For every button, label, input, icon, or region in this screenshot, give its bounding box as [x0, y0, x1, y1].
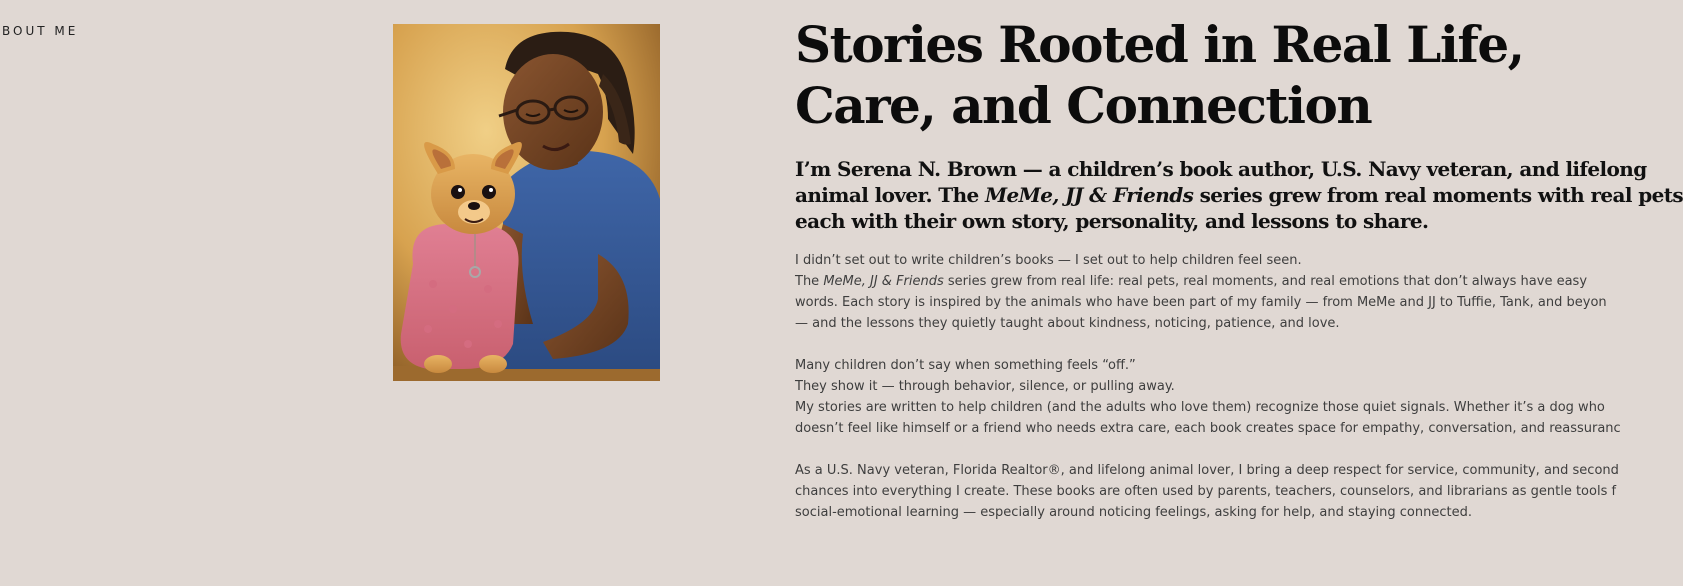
lead-line-3: each with their own story, personality, and lessons to share. — [795, 209, 1429, 233]
lead-line-2: animal lover. The MeMe, JJ & Friends series grew from real moments with real pets — [795, 183, 1683, 207]
body-copy — [795, 250, 1621, 523]
section-label: BOUT ME — [2, 24, 79, 38]
headline-line-2: Care, and Connection — [795, 76, 1372, 135]
intro-lead — [795, 156, 1683, 234]
paragraph-1: I didn’t set out to write children’s books — I set out to help children feel seen. The MeMe, JJ & Friends series grew from real life: real pets, real moments, and real emotions that don’t always have easy words. Each story is inspired by the animals who have been part of my family — from MeMe and JJ to Tuffie, Tank, and beyon — and the lessons they quietly taught about kindness, noticing, patience, and love. — [795, 253, 1607, 331]
paragraph-2: Many children don’t say when something feels “off.” They show it — through behavior, silence, or pulling away. My stories are written to help children (and the adults who love them) recognize those quiet signals. Whether it’s a dog who doesn’t feel like himself or a friend who needs extra care, each book creates space for empathy, conversation, and reassuranc — [795, 358, 1621, 436]
lead-line-1: I’m Serena N. Brown — a children’s book author, U.S. Navy veteran, and lifelong — [795, 157, 1647, 181]
page-headline — [795, 14, 1595, 136]
headline-line-1: Stories Rooted in Real Life, — [795, 15, 1524, 74]
paragraph-3: As a U.S. Navy veteran, Florida Realtor®, and lifelong animal lover, I bring a deep respect for service, community, and second chances into everything I create. These books are often used by parents, teachers, counselors, and librarians as gentle tools f social-emotional learning — especially around noticing feelings, asking for help, and staying connected. — [795, 463, 1619, 520]
about-content — [795, 14, 1683, 544]
series-title: MeMe, JJ & Friends — [985, 183, 1194, 207]
series-title-inline: MeMe, JJ & Friends — [823, 274, 944, 289]
author-portrait-image — [393, 24, 660, 381]
